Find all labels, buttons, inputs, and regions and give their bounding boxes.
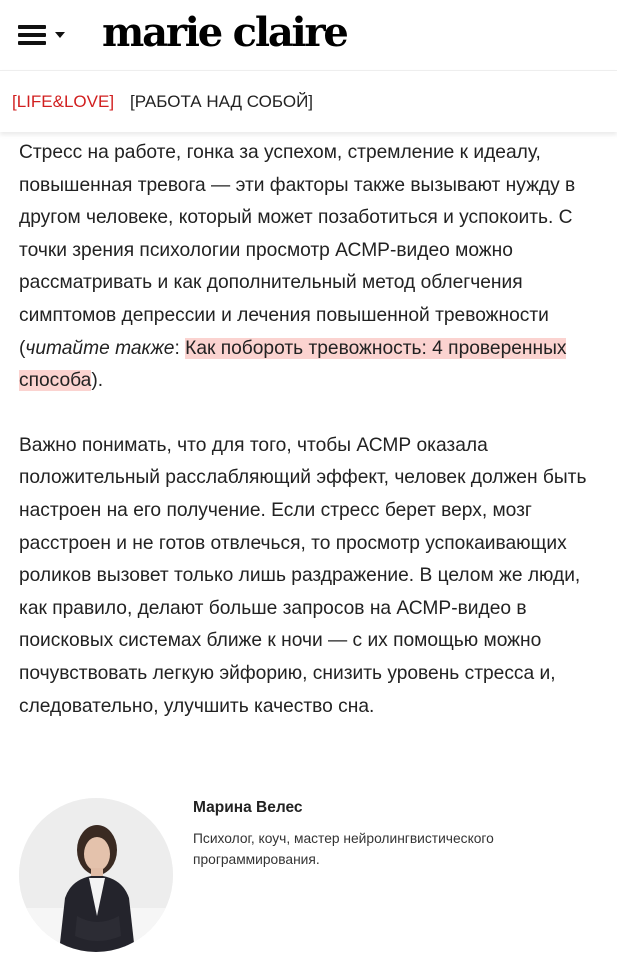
paragraph-text-end: ). [91,370,104,392]
hamburger-icon[interactable] [18,25,46,29]
author-card [19,796,599,956]
author-photo [19,798,173,952]
avatar [19,798,173,952]
author-role: Психолог, коуч, мастер нейролингвистического программирования. [193,831,494,867]
paragraph-text: Стресс на работе, гонка за успехом, стремление к идеалу, повышенная тревога — эти факторы также вызывают нужду в другом человеке, который может позаботиться и успокоить. С точки зрения психологии просмотр АСМР-видео можно рассматривать и как дополнительный метод облегчения симптомов депрессии и лечения повышенной тревожности ( [19,142,576,359]
see-also-label: читайте также [25,337,175,359]
related-article-link[interactable]: Как побороть тревожность: 4 проверенных способа [19,337,567,392]
hamburger-icon[interactable] [18,33,46,37]
breadcrumb-item-self-improvement[interactable]: [РАБОТА НАД СОБОЙ] [130,92,314,111]
article-paragraph [19,137,604,398]
site-header [0,0,617,70]
hamburger-icon[interactable] [18,41,46,45]
chevron-down-icon[interactable] [55,32,65,38]
colon-text: : [174,337,186,359]
article-paragraph: Важно понимать, что для того, чтобы АСМР оказала положительный расслабляющий эффект, человек должен быть настроен на его получение. Если стресс берет верх, мозг расстроен и не готов отвлечься, то просмотр успокаивающих роликов вызовет только лишь раздражение. В целом же люди, как правило, делают больше запросов на АСМР-видео в поисковых системах ближе к ночи — с их помощью можно почувствовать легкую эйфорию, снизить уровень стресса и, следовательно, улучшить качество сна. [19,434,587,717]
site-logo[interactable]: marie claire [102,9,347,56]
breadcrumb [0,70,617,132]
breadcrumb-item-life-love[interactable]: [LIFE&LOVE] [12,92,115,111]
article-body [19,137,604,723]
menu-button[interactable] [18,22,70,50]
author-name: Марина Велес [193,799,303,816]
